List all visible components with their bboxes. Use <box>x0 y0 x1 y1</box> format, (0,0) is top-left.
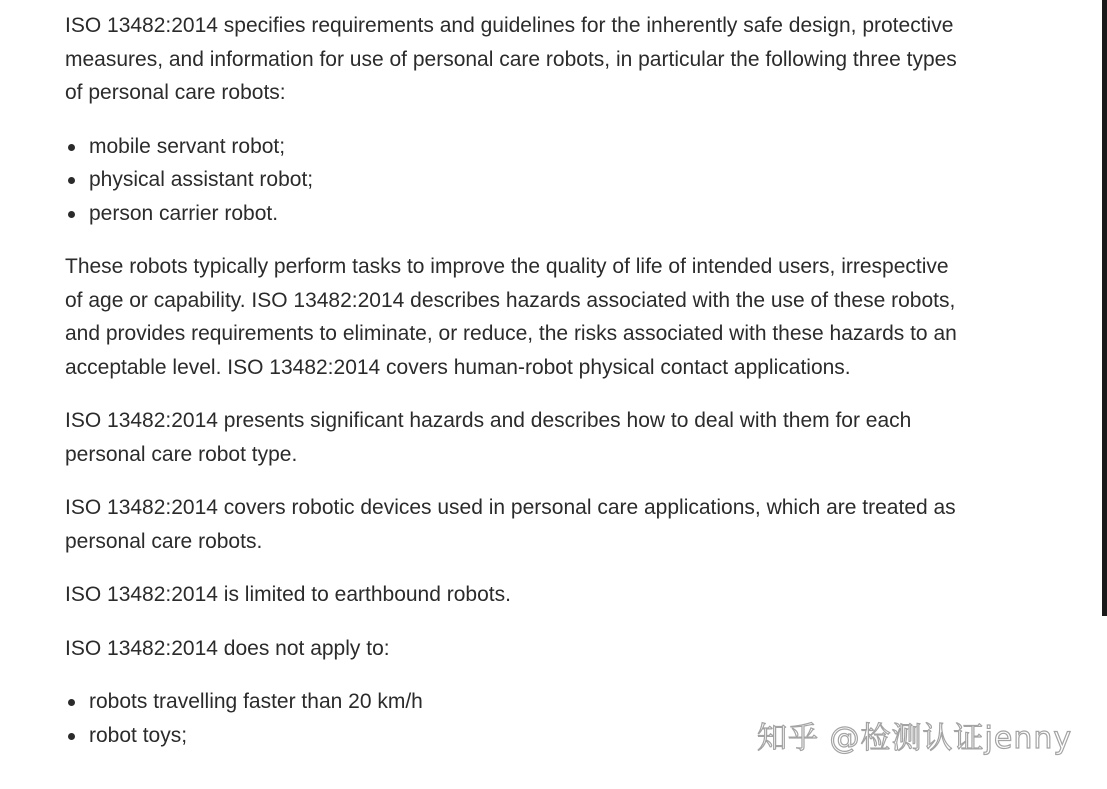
earthbound-paragraph: ISO 13482:2014 is limited to earthbound robots. <box>65 583 511 606</box>
list-item <box>65 685 965 719</box>
robot-types-list <box>65 130 965 231</box>
intro-paragraph: ISO 13482:2014 specifies requirements and guidelines for the inherently safe design, protective measures, and information for use of personal care robots, in particular the following three types of personal care robots: <box>65 14 957 104</box>
bullet-icon <box>68 144 75 151</box>
hazards-paragraph: ISO 13482:2014 presents significant hazards and describes how to deal with them for each personal care robot type. <box>65 409 912 466</box>
document-content <box>65 9 965 772</box>
not-apply-paragraph: ISO 13482:2014 does not apply to: <box>65 636 390 660</box>
list-item <box>65 197 965 231</box>
list-item-text: mobile servant robot; <box>89 134 286 158</box>
list-item-text: robots travelling faster than 20 km/h <box>89 690 423 713</box>
quality-paragraph: These robots typically perform tasks to improve the quality of life of intended users, irrespective of age or capability. ISO 13482:2014 describes hazards associated with the use of these robots, and provides requirements to eliminate, or reduce, the risks associated with these hazards to an acceptable level. ISO 13482:2014 covers human-robot physical contact applications. <box>65 255 957 379</box>
list-item-text: robot toys; <box>89 723 188 747</box>
watermark: 知乎 @检测认证jenny <box>757 721 1073 756</box>
list-item <box>65 163 965 197</box>
bullet-icon <box>68 733 75 740</box>
bullet-icon <box>68 699 75 706</box>
list-item-text: physical assistant robot; <box>89 168 314 191</box>
scrollbar[interactable] <box>1102 0 1107 616</box>
list-item <box>65 130 965 164</box>
bullet-icon <box>68 177 75 184</box>
devices-paragraph: ISO 13482:2014 covers robotic devices used in personal care applications, which are treated as personal care robots. <box>65 496 956 553</box>
list-item-text: person carrier robot. <box>89 201 279 225</box>
bullet-icon <box>68 211 75 218</box>
